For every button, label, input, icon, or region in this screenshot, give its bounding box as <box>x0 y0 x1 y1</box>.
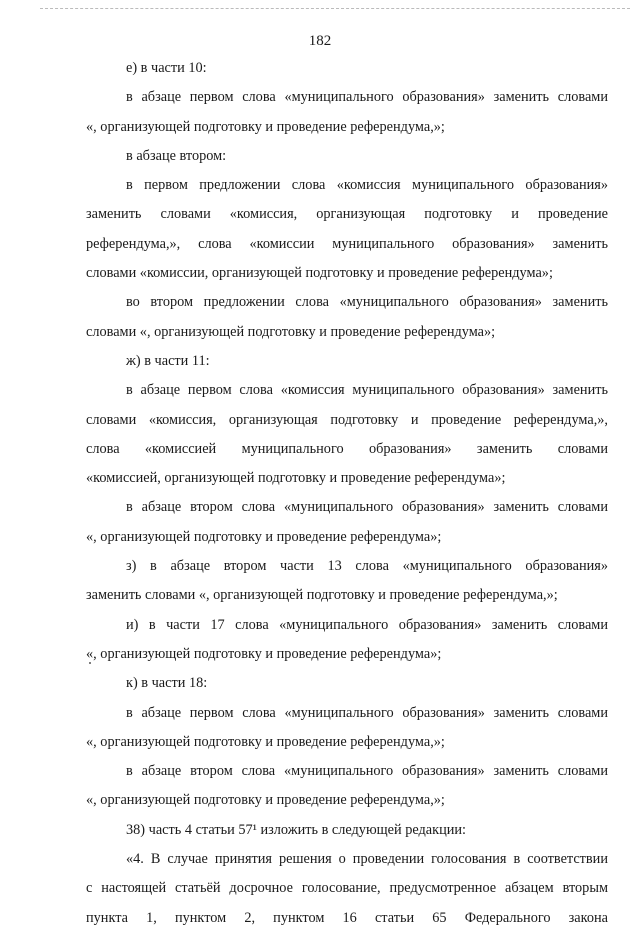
text-line <box>86 523 608 552</box>
text-line <box>86 611 608 640</box>
text-line-content: «комиссией, организующей подготовку и проведение референдума»; <box>86 470 506 487</box>
text-line-content: в абзаце первом слова «муниципального образования» заменить словами <box>126 704 608 721</box>
scan-speck <box>89 662 91 664</box>
text-line-content: «4. В случае принятия решения о проведении голосования в соответствии <box>126 851 608 868</box>
text-line-content: словами «, организующей подготовку и проведение референдума»; <box>86 323 496 340</box>
text-line <box>86 493 608 522</box>
text-line-content: и) в части 17 слова «муниципального образования» заменить словами <box>126 616 608 633</box>
scan-edge-marks <box>40 8 630 9</box>
text-line-content: в абзаце втором: <box>126 147 227 164</box>
text-line <box>86 200 608 229</box>
text-line <box>86 113 608 142</box>
text-line <box>86 259 608 288</box>
text-line-content: е) в части 10: <box>126 60 207 76</box>
text-line-content: словами «комиссия, организующая подготовку и проведение референдума,», <box>86 411 608 428</box>
page-number: 182 <box>308 33 332 49</box>
text-line-content: «, организующей подготовку и проведение референдума,»; <box>86 733 445 750</box>
text-line <box>86 288 608 317</box>
text-line <box>86 728 608 757</box>
text-line <box>86 786 608 815</box>
text-line <box>86 318 608 347</box>
text-line <box>86 757 608 786</box>
text-line-content: «, организующей подготовку и проведение референдума,»; <box>86 118 445 135</box>
text-line-content: в первом предложении слова «комиссия муниципального образования» <box>126 177 608 194</box>
text-line-content: во втором предложении слова «муниципального образования» заменить <box>126 294 608 311</box>
text-line-content: 38) часть 4 статьи 57¹ изложить в следующей редакции: <box>126 821 467 838</box>
text-line <box>86 230 608 259</box>
text-line <box>86 640 608 669</box>
text-line <box>86 552 608 581</box>
text-line <box>86 347 608 376</box>
text-line <box>86 816 608 845</box>
text-line-content: «, организующей подготовку и проведение референдума,»; <box>86 792 445 809</box>
text-line <box>86 904 608 933</box>
text-line <box>86 54 608 83</box>
text-line-content: к) в части 18: <box>126 675 208 692</box>
text-line-content: слова «комиссией муниципального образования» заменить словами <box>86 440 608 457</box>
text-line <box>86 142 608 171</box>
text-line <box>86 435 608 464</box>
document-body <box>86 54 608 933</box>
text-line-content: заменить словами «комиссия, организующая подготовку и проведение <box>86 206 608 223</box>
text-line-content: в абзаце втором слова «муниципального образования» заменить словами <box>126 499 608 516</box>
text-line-content: з) в абзаце втором части 13 слова «муниципального образования» <box>126 558 608 575</box>
text-line-content: с настоящей статьёй досрочное голосование, предусмотренное абзацем вторым <box>86 880 608 897</box>
text-line <box>86 669 608 698</box>
text-line-content: референдума,», слова «комиссии муниципального образования» заменить <box>86 235 608 252</box>
text-line-content: заменить словами «, организующей подготовку и проведение референдума,»; <box>86 587 558 604</box>
text-line <box>86 699 608 728</box>
text-line-content: в абзаце первом слова «комиссия муниципального образования» заменить <box>126 382 608 399</box>
text-line-content: «, организующей подготовку и проведение референдума»; <box>86 528 442 545</box>
text-line-content: в абзаце первом слова «муниципального образования» заменить словами <box>126 89 608 106</box>
text-line-content: ж) в части 11: <box>126 352 210 369</box>
text-line <box>86 406 608 435</box>
text-line <box>86 376 608 405</box>
text-line <box>86 464 608 493</box>
text-line <box>86 581 608 610</box>
text-line-content: в абзаце втором слова «муниципального образования» заменить словами <box>126 763 608 780</box>
text-line <box>86 83 608 112</box>
text-line <box>86 171 608 200</box>
text-line-content: пункта 1, пунктом 2, пунктом 16 статьи 65 Федерального закона <box>86 909 608 926</box>
text-line <box>86 874 608 903</box>
text-line-content: словами «комиссии, организующей подготовку и проведение референдума»; <box>86 265 553 282</box>
text-line <box>86 845 608 874</box>
text-line-content: «, организующей подготовку и проведение референдума»; <box>86 645 442 662</box>
